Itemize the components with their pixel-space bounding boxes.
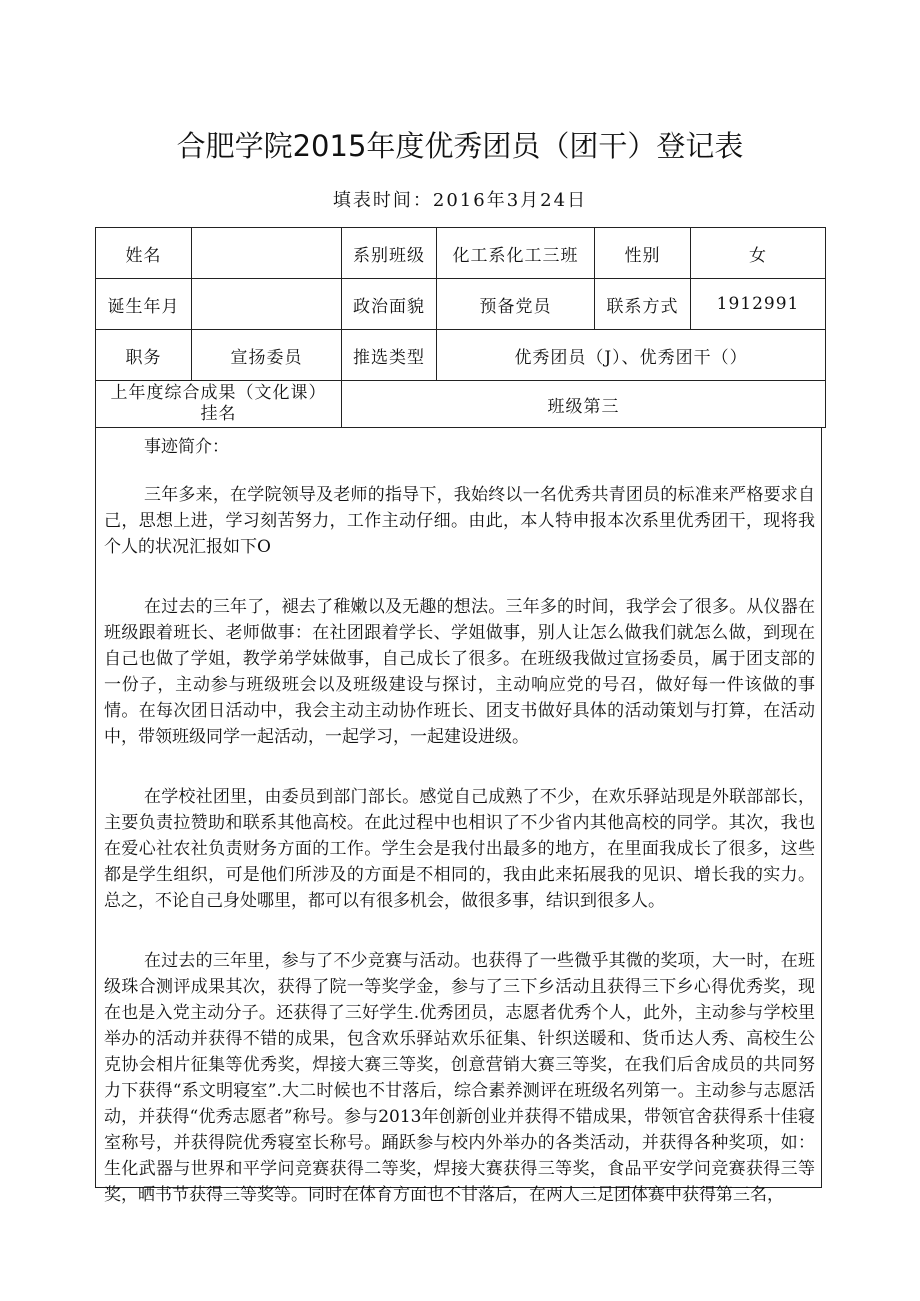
info-table <box>95 227 826 428</box>
deeds-section[interactable] <box>95 428 822 1205</box>
deeds-paragraph: 在过去的三年里，参与了不少竞赛与活动。也获得了一些微乎其微的奖项，大一时，在班级珠合测评成果其次，获得了院一等奖学金，参与了三下乡活动且获得三下乡心得优秀奖，现在也是入党主动分子。还获得了三好学生.优秀团员，志愿者优秀个人，此外，主动参与学校里举办的活动并获得不错的成果，包含欢乐驿站欢乐征集、针织送暖和、货币达人秀、高校生公克协会相片征集等优秀奖，焊接大赛三等奖，创意营销大赛三等奖，在我们后舍成员的共同努力下获得“系文明寝室”.大二时候也不甘落后，综合素养测评在班级名列第一。主动参与志愿活动，并获得“优秀志愿者”称号。参与2013年创新创业并获得不错成果，带领官舍获得系十佳寝室称号，并获得院优秀寝室长称号。踊跃参与校内外举办的各类活动，并获得各种奖项，如：生化武器与世界和平学问竞赛获得二等奖，焊接大赛获得三等奖，食品平安学问竞赛获得三等奖，晒书节获得三等奖等。同时在体育方面也不甘落后，在两人三足团体赛中获得第三名， <box>104 951 815 1205</box>
birth-field[interactable] <box>192 279 342 330</box>
contact-field[interactable]: 1912991 <box>691 279 826 330</box>
name-label: 姓名 <box>96 228 192 279</box>
gender-field[interactable]: 女 <box>691 228 826 279</box>
fill-date: 填表时间：2016年3月24日 <box>332 190 588 211</box>
politics-field[interactable]: 预备党员 <box>437 279 595 330</box>
rank-field[interactable]: 班级第三 <box>342 381 826 428</box>
deeds-paragraph: 在过去的三年了，褪去了稚嫩以及无趣的想法。三年多的时间，我学会了很多。从仪器在班级跟着班长、老师做事：在社团跟着学长、学姐做事，别人让怎么做我们就怎么做，到现在自己也做了学姐，教学弟学妹做事，自己成长了很多。在班级我做过宣扬委员，属于团支部的一份子，主动参与班级班会以及班级建设与探讨，主动响应党的号召，做好每一件该做的事情。在每次团日活动中，我会主动主动协作班长、团支书做好具体的活动策划与打算，在活动中，带领班级同学一起活动，一起学习，一起建设进级。 <box>104 597 815 747</box>
deeds-paragraph: 三年多来，在学院领导及老师的指导下，我始终以一名优秀共青团员的标准来严格要求自己，思想上进，学习刻苦努力，工作主动仔细。由此，本人特申报本次系里优秀团干，现将我个人的状况汇报如下O <box>104 485 815 557</box>
name-field[interactable] <box>192 228 342 279</box>
gender-label: 性别 <box>595 228 691 279</box>
rank-label: 上年度综合成果（文化课）挂名 <box>96 381 342 428</box>
type-label: 推选类型 <box>342 330 437 381</box>
deeds-paragraph: 在学校社团里，由委员到部门部长。感觉自己成熟了不少，在欢乐驿站现是外联部部长，主要负责拉赞助和联系其他高校。在此过程中也相识了不少省内其他高校的同学。其次，我也在爱心社农社负责财务方面的工作。学生会是我付出最多的地方，在里面我成长了很多，这些都是学生组织，可是他们所涉及的方面是不相同的，我由此来拓展我的见识、增长我的实力。总之，不论自己身处哪里，都可以有很多机会，做很多事，结识到很多人。 <box>104 787 815 911</box>
contact-label: 联系方式 <box>595 279 691 330</box>
position-label: 职务 <box>96 330 192 381</box>
registration-form <box>95 227 825 1205</box>
dept-field[interactable]: 化工系化工三班 <box>437 228 595 279</box>
politics-label: 政治面貌 <box>342 279 437 330</box>
birth-label: 诞生年月 <box>96 279 192 330</box>
position-field[interactable]: 宣扬委员 <box>192 330 342 381</box>
page-title: 合肥学院2015年度优秀团员（团干）登记表 <box>176 129 744 163</box>
deeds-heading: 事迹简介： <box>144 437 229 457</box>
type-field[interactable]: 优秀团员（J）、优秀团干（） <box>437 330 826 381</box>
dept-label: 系别班级 <box>342 228 437 279</box>
